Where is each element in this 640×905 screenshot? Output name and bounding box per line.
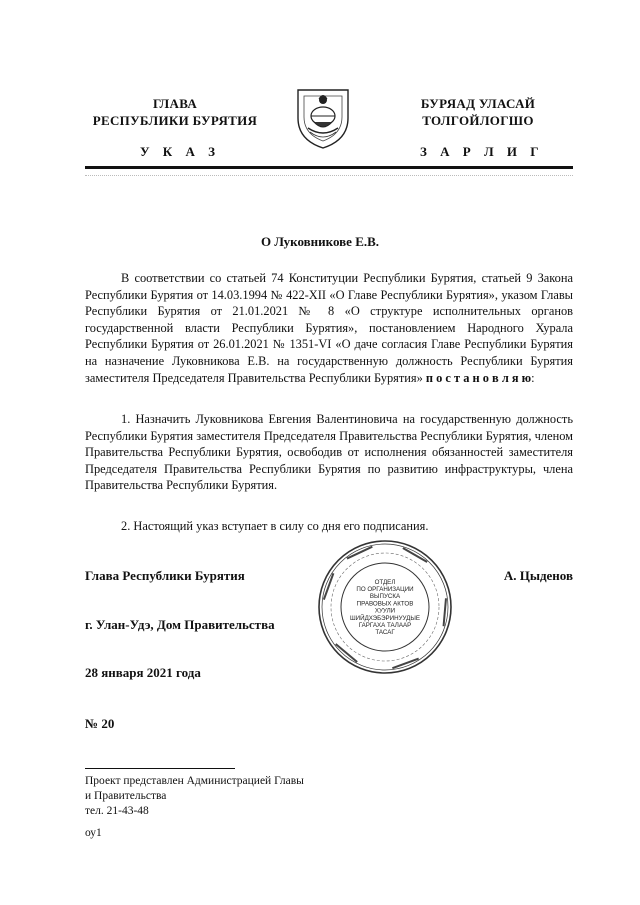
item-1: 1. Назначить Луковникова Евгения Валентиновича на государственную должность Республики Бурятия заместителя Председателя Правительства Республики Бурятия, членом Правительства Республики Бурятия, освободив от исполнения обязанностей заместителя Председателя Правительства Республики Бурятия по развитию инфраструктуры, члена Правительства Республики Бурятия.: [85, 412, 573, 493]
header-right-line1: БУРЯАД УЛАСАЙ: [420, 96, 536, 111]
footer-code: оу1: [85, 827, 102, 839]
decree-title: О Луковникове Е.В.: [260, 234, 380, 249]
seal-text-line: ПО ОРГАНИЗАЦИИ: [356, 586, 414, 593]
signing-place: г. Улан-Удэ, Дом Правительства: [85, 617, 275, 632]
preamble-text: В соответствии со статьей 74 Конституции Республики Бурятия, статьей 9 Закона Республики Бурятия от 14.03.1994 № 422-XII «О Главе Республики Бурятия», указом Главы Республики Бурятия от 21.01.2021 № 8 «О структуре исполнительных органов государственной власти Республики Бурятия», постановлением Народного Хурала Республики Бурятия от 26.01.2021 № 1351-VI «О даче согласия Главе Республики Бурятия на назначение Луковникова Е.В. на государственную должность Республики Бурятия заместителя Председателя Правительства Республики Бурятия»: [85, 271, 573, 385]
seal-text-line: ГАРГАХА ТАЛААР: [358, 622, 412, 629]
header-divider: [85, 166, 573, 169]
footer-line1: Проект представлен Администрацией Главы: [85, 775, 304, 787]
preamble-paragraph: [85, 270, 573, 386]
doc-type-left: У К А З: [140, 144, 220, 159]
coat-of-arms-icon: [292, 82, 354, 150]
decree-word: п о с т а н о в л я ю: [425, 370, 532, 385]
header-right-line2: ТОЛГОЙЛОГШО: [422, 113, 534, 128]
seal-text-line: ВЫПУСКА: [369, 593, 401, 601]
footer-rule: [85, 768, 235, 769]
official-seal: [316, 538, 454, 676]
signer-name: А. Цыденов: [503, 568, 573, 583]
signer-position: Глава Республики Бурятия: [85, 568, 245, 583]
decree-number: № 20: [85, 716, 115, 731]
doc-type-right: З А Р Л И Г: [420, 144, 544, 159]
seal-text-line: ХУУЛИ: [374, 607, 396, 615]
header-dotted-line: [85, 175, 573, 177]
signing-date: 28 января 2021 года: [85, 665, 201, 680]
header-left-line2: РЕСПУБЛИКИ БУРЯТИЯ: [92, 113, 258, 128]
header-left-line1: ГЛАВА: [152, 96, 198, 111]
seal-text-line: ПРАВОВЫХ АКТОВ: [356, 600, 414, 608]
footer-line2: и Правительства: [85, 790, 167, 802]
seal-text-line: ШИЙДХЭБЭРИНУУДЫЕ: [350, 614, 420, 622]
item-2: 2. Настоящий указ вступает в силу со дня его подписания.: [121, 519, 429, 533]
decree-colon: :: [531, 370, 535, 385]
footer-line3: тел. 21-43-48: [85, 805, 149, 817]
seal-text-line: ОТДЕЛ: [374, 578, 396, 586]
seal-text-line: ТАСАГ: [375, 629, 395, 637]
